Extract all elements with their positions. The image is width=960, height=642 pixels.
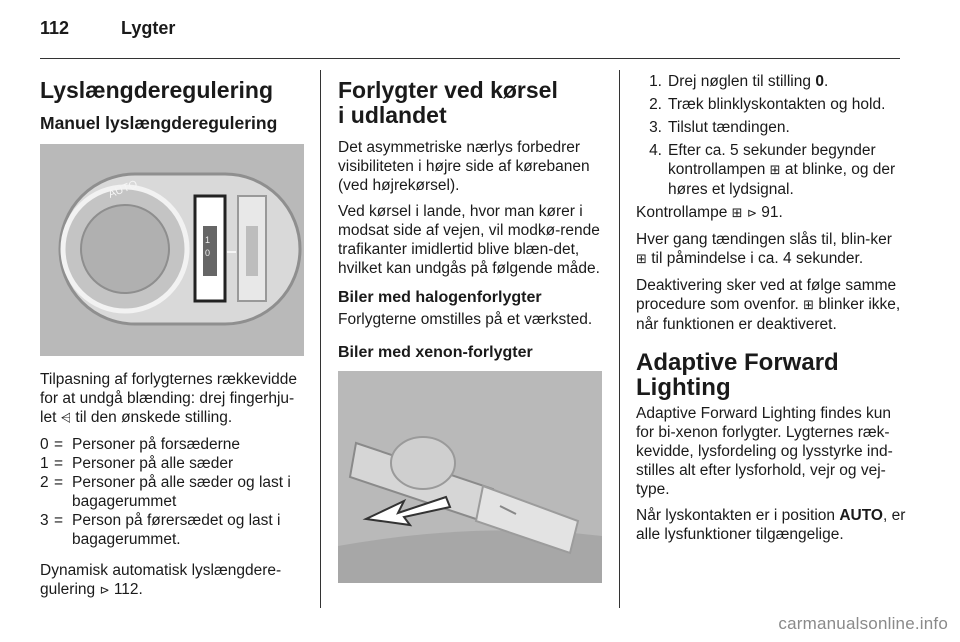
- list-item: 2 = Personer på alle sæder og last i bagagerummet: [40, 474, 291, 510]
- load-positions-list: [40, 435, 305, 549]
- light-switch-illustration: [40, 144, 304, 356]
- page-number: 112: [40, 18, 70, 38]
- para-asymmetric: Det asymmetriske nærlys forbedrer visibiliteten i højre side af kørebanen (ved højrekørsel).: [338, 139, 590, 194]
- para-control-lamp: Kontrollampe ⊞ ⊳ 91.: [636, 204, 783, 221]
- para-range-adjust: Tilpasning af forlygternes rækkevidde for at undgå blænding: drej fingerhju-let ⩤ til den ønskede stilling.: [40, 371, 298, 426]
- header-rule: [40, 58, 900, 59]
- page-reference-icon: ⊳: [746, 206, 757, 220]
- para-reminder: Hver gang tændingen slås til, blin-ker ⊞ til påmindelse i ca. 4 sekunder.: [636, 231, 892, 267]
- headlamp-range-icon: ⩤: [60, 411, 72, 426]
- page-header: [40, 18, 175, 39]
- indicator-lamp-icon: ⊞: [803, 298, 815, 313]
- para-afl: Adaptive Forward Lighting findes kun for bi-xenon forlygter. Lygternes ræk-kevidde, lysfordeling og lysstyrke ind-stilles alt efter lysforhold, vejr og vej-type.: [636, 405, 893, 498]
- section-title: Lygter: [121, 18, 176, 38]
- subheading-xenon: Biler med xenon-forlygter: [338, 344, 533, 361]
- watermark: carmanualsonline.info: [778, 614, 948, 633]
- svg-text:AUTO: AUTO: [106, 178, 140, 201]
- para-workshop: Forlygterne omstilles på et værksted.: [338, 311, 593, 328]
- indicator-lamp-icon: ⊞: [769, 163, 781, 178]
- svg-text:0: 0: [205, 248, 211, 258]
- column-2: [338, 72, 604, 583]
- para-oncoming: Ved kørsel i lande, hvor man kører i modsat side af vejen, vil modkø-rende trafikanter imidlertid blive blæn-det, hvilket kan undgås på følgende måde.: [338, 203, 600, 277]
- list-item: 3 = Person på førersædet og last i bagagerummet.: [40, 512, 281, 548]
- indicator-stalk-illustration: [338, 371, 602, 583]
- section-heading: Adaptive Forward Lighting: [636, 349, 839, 401]
- subsection-heading: Manuel lyslængderegulering: [40, 113, 278, 133]
- list-item: 2. Træk blinklyskontakten og hold.: [649, 96, 886, 113]
- list-item: 4. Efter ca. 5 sekunder begynder kontrollampen ⊞ at blinke, og der høres et lydsignal.: [649, 142, 896, 198]
- subheading-halogen: Biler med halogenforlygter: [338, 289, 542, 306]
- column-divider-1: [320, 70, 321, 608]
- procedure-steps: [636, 72, 906, 199]
- para-auto: Når lyskontakten er i position AUTO, er alle lysfunktioner tilgængelige.: [636, 507, 906, 543]
- para-dynamic-range: Dynamisk automatisk lyslængdere-gulering ⊳ 112.: [40, 562, 282, 598]
- section-heading: Forlygter ved kørsel i udlandet: [338, 77, 558, 128]
- list-item: 1. Drej nøglen til stilling 0.: [649, 73, 829, 90]
- page-reference-icon: ⊳: [99, 583, 110, 597]
- indicator-lamp-icon: ⊞: [636, 252, 647, 267]
- list-item: 3. Tilslut tændingen.: [649, 119, 790, 136]
- column-divider-2: [619, 70, 620, 608]
- section-heading: Lyslængderegulering: [40, 77, 274, 103]
- column-1: [40, 72, 305, 607]
- column-3: [636, 72, 906, 551]
- svg-text:1: 1: [205, 235, 211, 245]
- indicator-lamp-icon: ⊞: [731, 206, 743, 221]
- list-item: 0 = Personer på forsæderne: [40, 436, 241, 453]
- list-item: 1 = Personer på alle sæder: [40, 455, 234, 472]
- para-deactivation: Deaktivering sker ved at følge samme procedure som ovenfor. ⊞ blinker ikke, når funktionen er deaktiveret.: [636, 277, 901, 333]
